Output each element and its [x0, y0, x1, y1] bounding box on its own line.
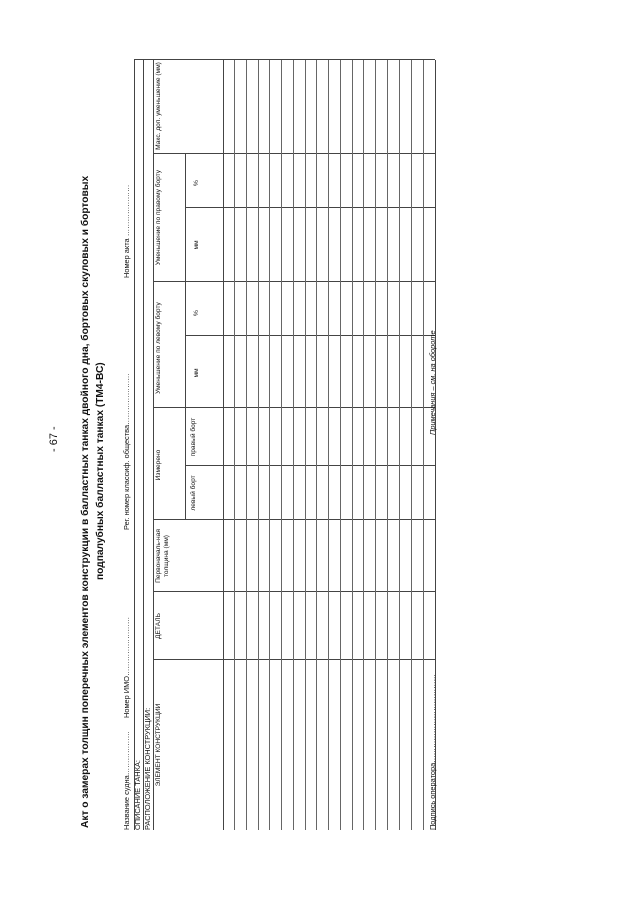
table-row [328, 60, 329, 830]
col-divider-8 [185, 207, 435, 208]
report-title-line-2: подпалубных балластных танках (ТМ4-ВС) [95, 362, 106, 580]
notes-reference: Примечания – см. на обороте [428, 330, 437, 435]
header-bottom-line [223, 60, 224, 830]
col-divider-3 [153, 519, 435, 520]
right-side-header: правый борт [190, 417, 197, 457]
table-row [387, 60, 388, 830]
reg-number-field: Рег. номер классиф. общества………………… [122, 373, 131, 530]
reduction-right-mm-header: мм [193, 240, 200, 250]
structure-location-line [153, 60, 154, 830]
reduction-right-header: Уменьшение по правому борту [155, 169, 162, 266]
measured-header: Измерено [155, 449, 162, 481]
box-right-border [134, 59, 435, 60]
measured-split-line [185, 408, 186, 520]
reduction-left-header: Уменьшение по левому борту [155, 302, 162, 394]
thickness-report-form [123, 60, 441, 830]
col-divider-6 [185, 335, 435, 336]
imo-number-field: Номер ИМО…………………… [122, 616, 131, 718]
col-divider-7 [153, 281, 435, 282]
col-divider-5 [153, 407, 435, 408]
col-divider-2 [153, 591, 435, 592]
operator-signature-field: Подпись оператора……………………………… [428, 674, 437, 830]
table-row [411, 60, 412, 830]
table-row [399, 60, 400, 830]
table-row [375, 60, 376, 830]
reduction-left-percent-header: % [193, 310, 200, 316]
reduction-right-percent-header: % [193, 180, 200, 186]
report-number-field: Номер акта ………………… [122, 184, 131, 278]
col-divider-9 [153, 153, 435, 154]
table-row [340, 60, 341, 830]
structure-location-label: РАСПОЛОЖЕНИЕ КОНСТРУКЦИИ: [143, 707, 152, 830]
table-row [258, 60, 259, 830]
table-row [293, 60, 294, 830]
col-divider-4 [185, 465, 435, 466]
left-side-header: левый борт [190, 475, 197, 511]
table-row [316, 60, 317, 830]
table-row [352, 60, 353, 830]
page-number: - 67 - [48, 426, 60, 452]
element-header: ЭЛЕМЕНТ КОНСТРУКЦИИ [155, 703, 162, 787]
table-row [234, 60, 235, 830]
reduction-left-mm-header: мм [193, 368, 200, 378]
table-row [281, 60, 282, 830]
ship-name-field: Название судна……………… [122, 730, 131, 830]
original-thickness-header: Первоначаль-ная толщина (мм) [155, 529, 170, 583]
report-title-line-1: Акт о замерах толщин поперечных элементов конструкции в балластных танках двойного дна, бортовых скуловых и бортовых [80, 175, 91, 828]
table-row [246, 60, 247, 830]
max-reduction-header: Макс. доп. уменьшение (мм) [155, 62, 162, 150]
detail-header: ДЕТАЛЬ [155, 613, 162, 639]
box-top-border [134, 60, 135, 830]
table-row [363, 60, 364, 830]
table-row [305, 60, 306, 830]
tank-description-label: ОПИСАНИЕ ТАНКА: [133, 760, 142, 830]
col-divider-1 [153, 659, 435, 660]
table-row [423, 60, 424, 830]
table-row [269, 60, 270, 830]
